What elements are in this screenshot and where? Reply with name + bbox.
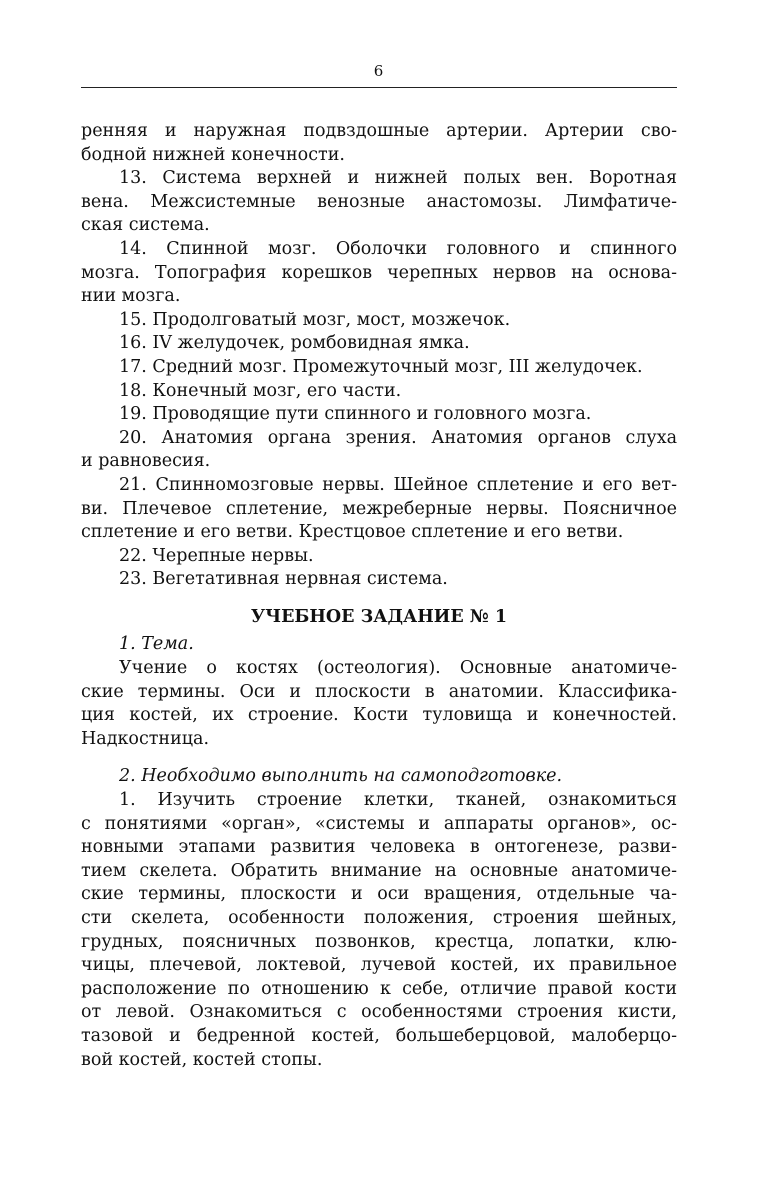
text-line: ские термины, плоскости и оси вращения, отдельные ча- <box>81 884 677 905</box>
section-heading: УЧЕБНОЕ ЗАДАНИЕ № 1 <box>250 606 508 627</box>
section-topic <box>81 633 677 751</box>
list-item-20: 20. Анатомия органа зрения. Анатомия органов слуха <box>119 427 677 448</box>
text-line: чицы, плечевой, локтевой, лучевой костей, их правильное <box>81 955 677 976</box>
text-line: с понятиями «орган», «системы и аппараты органов», ос- <box>81 813 677 834</box>
topic-list <box>81 120 677 592</box>
text-line: от левой. Ознакомиться с особенностями строения кисти, <box>81 1002 677 1023</box>
list-item-13: 13. Система верхней и нижней полых вен. Воротная <box>119 168 677 189</box>
text-line: расположение по отношению к себе, отличие правой кости <box>81 978 677 999</box>
text-line: ская система. <box>81 215 210 236</box>
section-self-study-title: 2. Необходимо выполнить на самоподготовке. <box>119 766 563 787</box>
page-number: 6 <box>373 62 384 80</box>
text-line: ция костей, их строение. Кости туловища и конечностей. <box>81 705 677 726</box>
text-line: 1. Изучить строение клетки, тканей, ознакомиться <box>119 790 677 811</box>
list-item-17: 17. Средний мозг. Промежуточный мозг, III желудочек. <box>119 356 643 377</box>
spacer <box>81 751 677 765</box>
text-line: вой костей, костей стопы. <box>81 1049 323 1070</box>
list-item-22: 22. Черепные нервы. <box>119 545 314 566</box>
text-line: Учение о костях (остеология). Основные анатомиче- <box>119 658 677 679</box>
section-topic-title: 1. Тема. <box>119 634 194 655</box>
text-line: ви. Плечевое сплетение, межреберные нервы. Поясничное <box>81 498 677 519</box>
list-item-15: 15. Продолговатый мозг, мост, мозжечок. <box>119 309 511 330</box>
text-line: бодной нижней конечности. <box>81 144 345 165</box>
list-item-19: 19. Проводящие пути спинного и головного мозга. <box>119 404 592 425</box>
list-item-14: 14. Спинной мозг. Оболочки головного и спинного <box>119 238 677 259</box>
list-item-23: 23. Вегетативная нервная система. <box>119 569 448 590</box>
text-line: ренняя и наружная подвздошные артерии. Артерии сво- <box>81 121 677 141</box>
text-line: вена. Межсистемные венозные анастомозы. Лимфатиче- <box>81 191 677 212</box>
text-line: тием скелета. Обратить внимание на основные анатомиче- <box>81 860 677 881</box>
text-line: грудных, поясничных позвонков, крестца, лопатки, клю- <box>81 931 677 952</box>
text-line: и равновесия. <box>81 451 211 472</box>
text-line: сплетение и его ветви. Крестцовое сплетение и его ветви. <box>81 522 624 543</box>
text-line: ские термины. Оси и плоскости в анатомии. Классифика- <box>81 681 677 702</box>
text-line: нии мозга. <box>81 286 181 307</box>
list-item-16: 16. IV желудочек, ромбовидная ямка. <box>119 333 470 354</box>
text-line: Надкостница. <box>81 728 210 749</box>
text-line: тазовой и бедренной костей, большеберцовой, малоберцо- <box>81 1025 677 1046</box>
page-body <box>81 120 677 1072</box>
list-item-21: 21. Спинномозговые нервы. Шейное сплетение и его вет- <box>119 474 677 495</box>
text-line: новными этапами развития человека в онтогенезе, разви- <box>81 837 677 858</box>
list-item-18: 18. Конечный мозг, его части. <box>119 380 402 401</box>
text-line: сти скелета, особенности положения, строения шейных, <box>81 908 677 928</box>
header-rule <box>81 87 677 88</box>
section-self-study <box>81 765 677 1072</box>
text-line: мозга. Топография корешков черепных нервов на основа- <box>81 262 677 283</box>
